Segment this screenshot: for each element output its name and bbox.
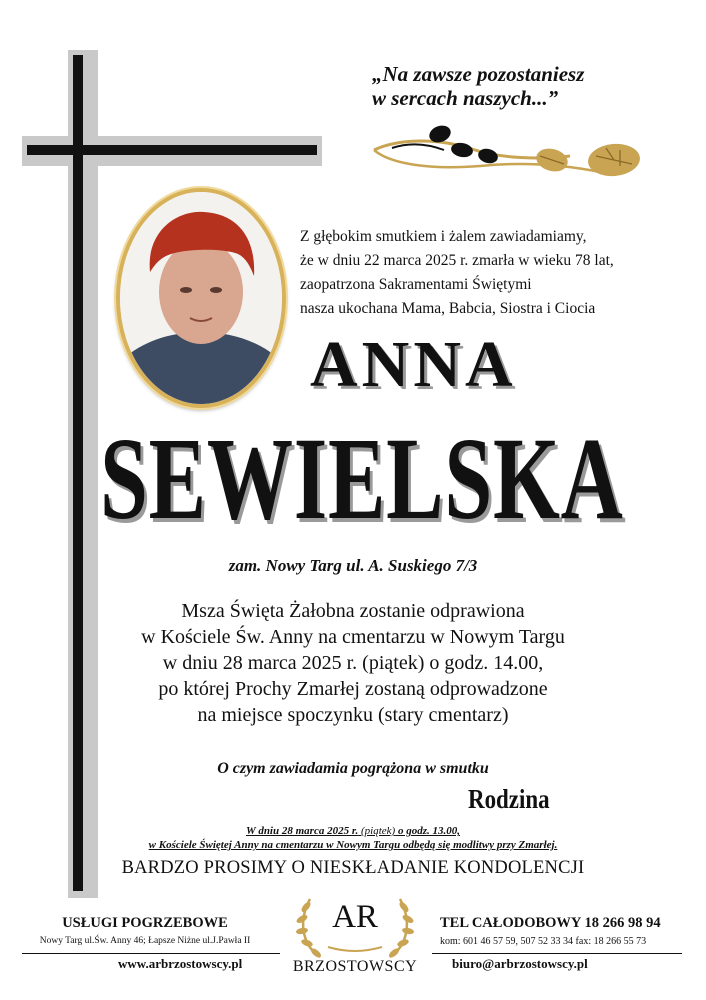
ceremony-line-1: Msza Święta Żałobna zostanie odprawiona xyxy=(181,600,525,622)
note-date: W dniu 28 marca 2025 r. xyxy=(245,825,359,837)
service-title: USŁUGI POGRZEBOWE xyxy=(62,915,228,931)
footer-divider-right xyxy=(432,953,682,954)
note-time: o godz. 13.00, xyxy=(397,825,460,837)
leaf-ornament-icon xyxy=(370,120,652,192)
deceased-first-name: ANNA xyxy=(310,328,517,401)
email-link[interactable]: biuro@arbrzostowscy.pl xyxy=(452,956,588,971)
intro-line-3: zaopatrzona Sakramentami Świętymi xyxy=(300,276,532,293)
ceremony-line-2: w Kościele Św. Anny na cmentarzu w Nowym Targu xyxy=(141,626,565,648)
announcement-text xyxy=(300,225,614,321)
deceased-address: zam. Nowy Targ ul. A. Suskiego 7/3 xyxy=(228,556,478,575)
quote-line-2: w sercach naszych...” xyxy=(372,86,559,110)
memorial-quote xyxy=(372,62,584,110)
ceremony-line-4: po której Prochy Zmarłej zostaną odprowadzone xyxy=(158,678,548,700)
notify-text: O czym zawiadamia pogrążona w smutku xyxy=(217,760,489,777)
ceremony-line-3: w dniu 28 marca 2025 r. (piątek) o godz. 14.00, xyxy=(162,652,544,674)
ceremony-details xyxy=(0,598,706,728)
footer-divider-left xyxy=(22,953,280,954)
quote-line-1: „Na zawsze pozostaniesz xyxy=(372,62,585,86)
family-signature: Rodzina xyxy=(468,784,550,814)
note-day: (piątek) xyxy=(361,825,396,837)
deceased-last-name: SEWIELSKA xyxy=(100,413,624,544)
service-address: Nowy Targ ul.Św. Anny 46; Łapsze Niżne ul.J.Pawła II xyxy=(39,936,251,946)
contact-info xyxy=(440,915,661,947)
intro-line-2: że w dniu 22 marca 2025 r. zmarła w wieku 78 lat, xyxy=(300,252,614,269)
ceremony-line-5: na miejsce spoczynku (stary cmentarz) xyxy=(197,704,509,726)
website-link[interactable]: www.arbrzostowscy.pl xyxy=(118,956,243,971)
cross-horizontal-bar xyxy=(27,145,317,155)
intro-line-4: nasza ukochana Mama, Babcia, Siostra i Ciocia xyxy=(300,300,596,317)
intro-line-1: Z głębokim smutkiem i żalem zawiadamiamy, xyxy=(300,228,587,245)
logo-company-name: BRZOSTOWSCY xyxy=(292,958,418,975)
prayer-note xyxy=(0,824,706,852)
phone-number: TEL CAŁODOBOWY 18 266 98 94 xyxy=(440,915,661,931)
portrait-icon xyxy=(120,192,282,404)
mobile-fax: kom: 601 46 57 59, 507 52 33 34 fax: 18 266 55 73 xyxy=(440,936,647,947)
funeral-service-info xyxy=(20,915,270,946)
note-line-2: w Kościele Świętej Anny na cmentarzu w Nowym Targu odbędą się modlitwy przy Zmarłej. xyxy=(148,839,558,851)
logo-initials: AR xyxy=(332,899,378,935)
portrait-photo xyxy=(116,188,286,408)
condolence-request: BARDZO PROSIMY O NIESKŁADANIE KONDOLENCJI xyxy=(121,858,585,878)
